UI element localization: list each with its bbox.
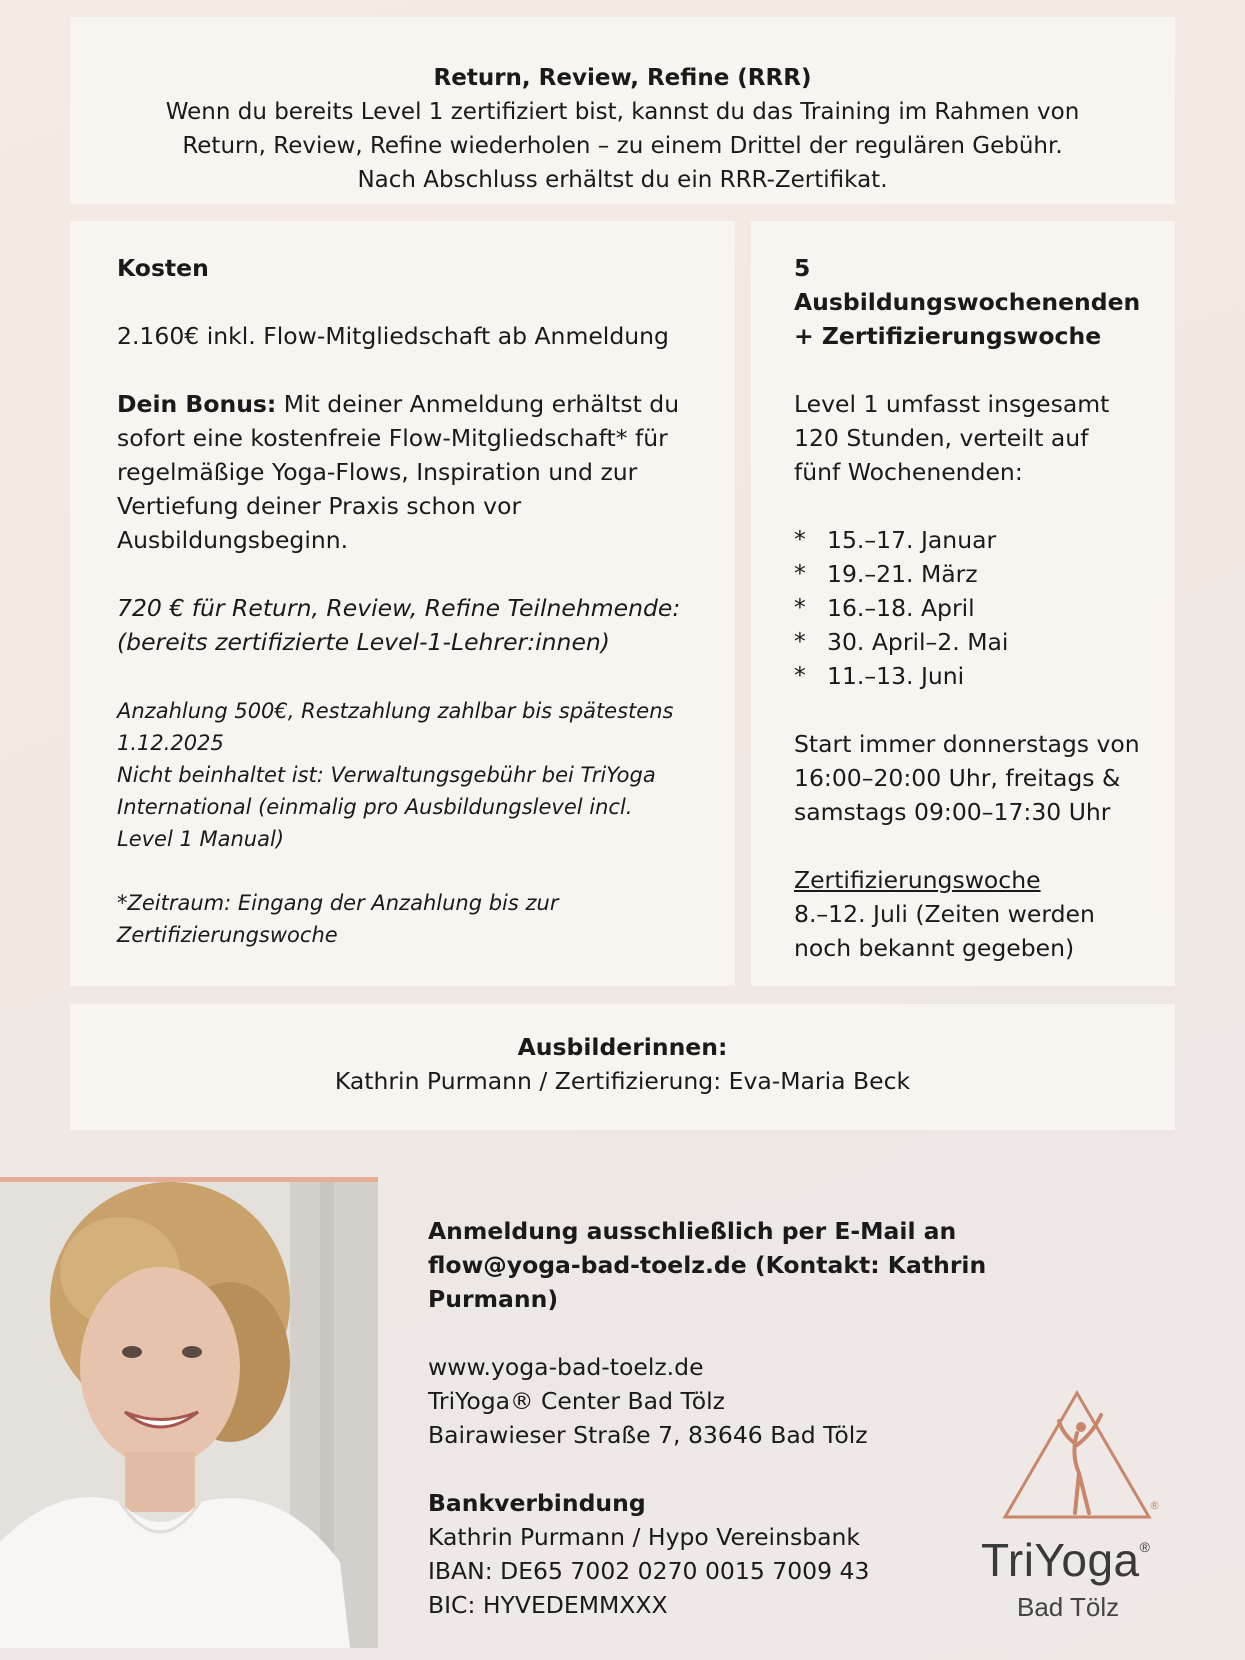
list-item: * 15.–17. Januar (794, 523, 1155, 557)
triyoga-logo (975, 1385, 1185, 1630)
schedule-heading-1: 5 Ausbildungswochenenden (794, 254, 1141, 316)
schedule-times: Start immer donnerstags von 16:00–20:00 Uhr, freitags & samstags 09:00–17:30 Uhr (794, 730, 1140, 826)
schedule-box (751, 221, 1175, 986)
costs-box (70, 221, 735, 986)
list-item: * 11.–13. Juni (794, 659, 1155, 693)
trainer-photo (0, 1177, 378, 1643)
bullet-star: * (794, 593, 806, 621)
center-name: TriYoga® Center Bad Tölz (428, 1387, 725, 1415)
rrr-title: Return, Review, Refine (RRR) (433, 65, 812, 91)
website-link[interactable]: www.yoga-bad-toelz.de (428, 1353, 704, 1381)
list-item: * 16.–18. April (794, 591, 1155, 625)
costs-heading: Kosten (117, 254, 209, 282)
rrr-line-2: Return, Review, Refine wiederholen – zu einem Drittel der regulären Gebühr. (182, 133, 1063, 159)
schedule-intro: Level 1 umfasst insgesamt 120 Stunden, verteilt auf fünf Wochenenden: (794, 390, 1110, 486)
rrr-price-line-2: (bereits zertifizierte Level-1-Lehrer:innen) (117, 628, 610, 656)
date-list (794, 523, 1155, 693)
center-address: Bairawieser Straße 7, 83646 Bad Tölz (428, 1421, 868, 1449)
bank-holder: Kathrin Purmann / Hypo Vereinsbank (428, 1523, 861, 1551)
footnote: *Zeitraum: Eingang der Anzahlung bis zur Zertifizierungswoche (117, 891, 559, 947)
bonus-paragraph (117, 387, 695, 557)
signup-line-2[interactable] (428, 1248, 1108, 1316)
rrr-info-box (70, 17, 1175, 204)
bank-heading: Bankverbindung (428, 1489, 646, 1517)
rrr-line-1: Wenn du bereits Level 1 zertifiziert bist, kannst du das Training im Rahmen von (165, 99, 1080, 125)
not-included-note: Nicht beinhaltet ist: Verwaltungsgebühr bei TriYoga International (einmalig pro Ausbildungslevel incl. Level 1 Manual) (117, 763, 656, 851)
email-link[interactable]: flow@yoga-bad-toelz.de (Kontakt: Kathrin Purmann) (428, 1251, 987, 1313)
bullet-star: * (794, 627, 806, 655)
deposit-note: Anzahlung 500€, Restzahlung zahlbar bis spätestens 1.12.2025 (117, 699, 674, 755)
bullet-star: * (794, 661, 806, 689)
list-item: * 19.–21. März (794, 557, 1155, 591)
bonus-text: Mit deiner Anmeldung erhältst du sofort eine kostenfreie Flow-Mitgliedschaft* für regelmäßige Yoga-Flows, Inspiration und zur Vertiefung deiner Praxis schon vor Ausbildungsbeginn. (117, 390, 680, 554)
cert-week-text: 8.–12. Juli (Zeiten werden noch bekannt gegeben) (794, 900, 1095, 962)
rrr-line-3: Nach Abschluss erhältst du ein RRR-Zertifikat. (357, 167, 888, 193)
rrr-price-line-1: 720 € für Return, Review, Refine Teilnehmende: (117, 594, 681, 622)
trainers-box (70, 1004, 1175, 1130)
trainers-heading: Ausbilderinnen: (517, 1033, 728, 1061)
portrait-illustration (0, 1182, 378, 1648)
bullet-star: * (794, 559, 806, 587)
logo-registered-mark-small: ® (1149, 1499, 1160, 1512)
bank-bic: BIC: HYVEDEMMXXX (428, 1591, 668, 1619)
costs-price: 2.160€ inkl. Flow-Mitgliedschaft ab Anmeldung (117, 322, 669, 350)
list-item: * 30. April–2. Mai (794, 625, 1155, 659)
bank-iban: IBAN: DE65 7002 0270 0015 7009 43 (428, 1557, 870, 1585)
bonus-label: Dein Bonus: (117, 390, 277, 418)
logo-wordmark: TriYoga® (981, 1534, 1151, 1586)
trainers-names: Kathrin Purmann / Zertifizierung: Eva-Maria Beck (334, 1067, 911, 1095)
schedule-heading-2: + Zertifizierungswoche (794, 322, 1102, 350)
logo-location: Bad Tölz (1017, 1592, 1120, 1622)
triangle-yoga-icon (997, 1385, 1160, 1525)
signup-line-1: Anmeldung ausschließlich per E-Mail an (428, 1217, 957, 1245)
cert-week-heading: Zertifizierungswoche (794, 866, 1041, 894)
bullet-star: * (794, 525, 806, 553)
